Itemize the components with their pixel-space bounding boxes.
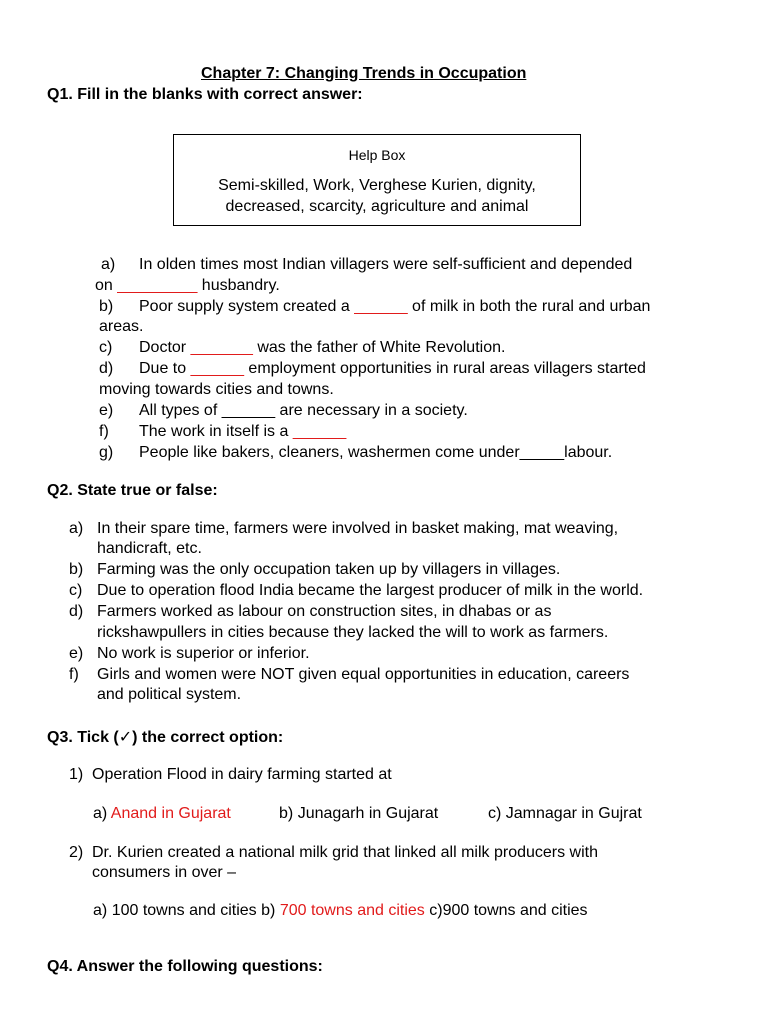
q1-item-text: In olden times most Indian villagers were self-sufficient and depended [139, 256, 633, 273]
correct-answer: 700 towns and cities [279, 902, 425, 919]
q1-item-label: e) [99, 402, 114, 419]
q2-item-text: No work is superior or inferior. [97, 645, 310, 662]
q3-option-c: c) Jamnagar in Gujrat [488, 805, 642, 822]
q2-item-text: Due to operation flood India became the largest producer of milk in the world. [97, 582, 644, 599]
q3-question-text: Dr. Kurien created a national milk grid that linked all milk producers with [92, 844, 599, 861]
q1-item-label: a) [101, 256, 116, 273]
q2-item-text-line2: handicraft, etc. [97, 540, 202, 557]
q2-item-label: f) [69, 666, 79, 683]
q1-item-text: Doctor _______ was the father of White Revolution. [139, 339, 506, 356]
help-box-title: Help Box [348, 147, 406, 163]
q3-question-label: 1) [69, 766, 84, 783]
q2-item-text: Girls and women were NOT given equal opportunities in education, careers [97, 666, 630, 683]
q2-item-label: e) [69, 645, 84, 662]
q1-item-text-line2: moving towards cities and towns. [99, 381, 334, 398]
answer-blank: _______ [190, 339, 253, 356]
q3-question-label: 2) [69, 844, 84, 861]
q1-item-text-line2: areas. [99, 318, 144, 335]
q1-item-text: Due to ______ employment opportunities in rural areas villagers started [139, 360, 646, 377]
q1-item-label: c) [99, 339, 113, 356]
q3-question-text: Operation Flood in dairy farming started at [92, 766, 392, 783]
q2-item-label: b) [69, 561, 84, 578]
q1-item-label: b) [99, 298, 114, 315]
q2-item-text-line2: and political system. [97, 686, 242, 703]
q3-option-a: a) Anand in Gujarat [93, 805, 231, 822]
q2-item-text: Farmers worked as labour on construction sites, in dhabas or as [97, 603, 552, 620]
q1-heading: Q1. Fill in the blanks with correct answer: [47, 86, 363, 103]
q2-item-text: Farming was the only occupation taken up by villagers in villages. [97, 561, 561, 578]
q2-item-label: d) [69, 603, 84, 620]
q2-item-label: c) [69, 582, 83, 599]
q2-item-text-line2: rickshawpullers in cities because they lacked the will to work as farmers. [97, 624, 609, 641]
q1-item-text-line2: on _________ husbandry. [95, 277, 280, 294]
q1-item-label: f) [99, 423, 109, 440]
answer-blank: ______ [292, 423, 347, 440]
help-box-words-line2: decreased, scarcity, agriculture and animal [225, 198, 529, 215]
q1-item-label: g) [99, 444, 114, 461]
q1-item-text: The work in itself is a ______ [139, 423, 347, 440]
page-title: Chapter 7: Changing Trends in Occupation [201, 65, 527, 82]
q3-question-text-line2: consumers in over – [92, 864, 237, 881]
q3-heading: Q3. Tick (✓) the correct option: [47, 729, 284, 746]
correct-answer: Anand in Gujarat [110, 805, 231, 822]
q1-item-text: All types of ______ are necessary in a society. [139, 402, 468, 419]
answer-blank: _________ [117, 277, 198, 294]
answer-blank: ______ [190, 360, 244, 377]
help-box-words-line1: Semi-skilled, Work, Verghese Kurien, dignity, [218, 177, 536, 194]
q4-heading: Q4. Answer the following questions: [47, 958, 323, 975]
q2-item-label: a) [69, 520, 84, 537]
help-box [173, 134, 581, 226]
q1-item-text: Poor supply system created a ______ of milk in both the rural and urban [139, 298, 651, 315]
q2-heading: Q2. State true or false: [47, 482, 218, 499]
q2-item-text: In their spare time, farmers were involved in basket making, mat weaving, [97, 520, 619, 537]
q1-item-text: People like bakers, cleaners, washermen come under_____labour. [139, 444, 613, 461]
answer-blank: ______ [354, 298, 408, 315]
q3-option-b: b) Junagarh in Gujarat [279, 805, 439, 822]
q3-options-row: a) 100 towns and cities b) 700 towns and cities c)900 towns and cities [93, 902, 588, 919]
q1-item-label: d) [99, 360, 114, 377]
